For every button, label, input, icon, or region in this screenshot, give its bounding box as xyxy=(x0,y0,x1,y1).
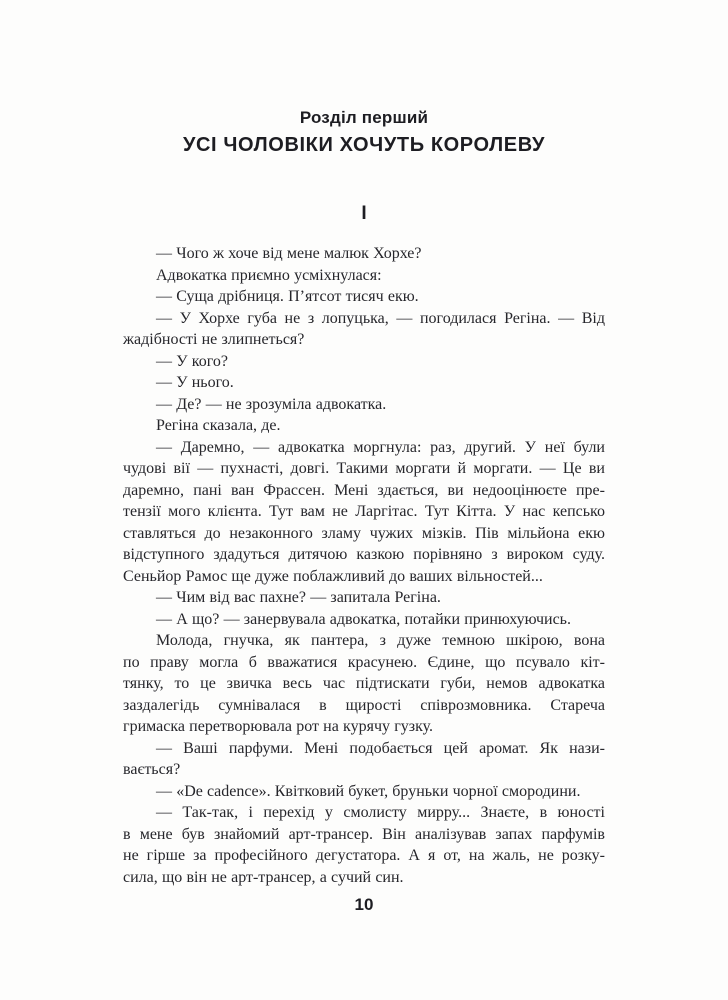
text-line: Адвокатка приємно усміхнулася: xyxy=(156,266,382,284)
text-line: тянку, то це звичка весь час підтискати губи, немов адвокатка xyxy=(123,675,605,692)
text-line: — «De cadence». Квітковий букет, бруньки чорної смородини. xyxy=(156,782,581,800)
text-line: гримаска перетворювала рот на курячу гузку. xyxy=(123,718,434,735)
text-line: — У Хорхе губа не з лопуцька, — погодилася Регіна. — Від xyxy=(156,309,605,327)
text-line: Молода, гнучка, як пантера, з дуже темною шкірою, вона xyxy=(156,632,605,649)
text-line: відступного здадуться дитячою казкою порівняно з вироком суду. xyxy=(123,546,605,563)
text-line: — Так-так, і перехід у смолисту мирру... Знаєте, в юності xyxy=(156,804,605,821)
text-line: вається? xyxy=(123,761,181,778)
text-line: не гірше за професійного дегустатора. А я от, на жаль, не розку- xyxy=(123,847,605,864)
text-line: — У кого? xyxy=(156,352,228,370)
text-line: ставляться до незаконного зламу чужих мізків. Пів мільйона екю xyxy=(123,524,605,542)
text-line: тензії мого клієнта. Тут вам не Ларгітас. Тут Кітта. У нас кепсько xyxy=(123,503,605,520)
text-line: по праву могла б вважатися красунею. Єдине, що псувало кіт- xyxy=(123,653,605,671)
page-number: 10 xyxy=(354,895,374,914)
text-line: заздалегідь сумнівалася в щирості співрозмовника. Стареча xyxy=(123,696,605,714)
text-line: Сеньйор Рамос ще дуже поблажливий до ваших вільностей... xyxy=(123,567,543,585)
text-line: сила, що він не арт-трансер, а сучий син. xyxy=(123,868,404,886)
text-line: — Суща дрібниця. П’ятсот тисяч екю. xyxy=(156,288,419,305)
body-text xyxy=(123,243,605,888)
text-line: — Даремно, — адвокатка моргнула: раз, другий. У неї були xyxy=(156,438,605,456)
text-line: даремно, пані ван Фрассен. Мені здається, ви недооцінюєте пре- xyxy=(123,481,605,499)
text-line: — Чим від вас пахне? — запитала Регіна. xyxy=(156,589,441,606)
text-line: Регіна сказала, де. xyxy=(156,417,281,434)
text-line: — У нього. xyxy=(156,374,234,391)
text-line: чудові вії — пухнасті, довгі. Такими моргати й моргати. — Це ви xyxy=(123,460,605,477)
chapter-title: УСІ ЧОЛОВІКИ ХОЧУТЬ КОРОЛЕВУ xyxy=(182,134,546,156)
section-number: I xyxy=(361,203,367,224)
text-line: — Чого ж хоче від мене малюк Хорхе? xyxy=(156,245,422,262)
chapter-label: Розділ перший xyxy=(299,108,429,127)
text-line: жадібності не злипнеться? xyxy=(123,331,305,348)
text-line: — Ваші парфуми. Мені подобається цей аромат. Як нази- xyxy=(156,739,605,757)
text-line: — А що? — занервувала адвокатка, потайки принюхуючись. xyxy=(156,610,571,628)
text-line: в мене був знайомий арт-трансер. Він аналізував запах парфумів xyxy=(123,825,605,843)
text-line: — Де? — не зрозуміла адвокатка. xyxy=(156,395,387,413)
